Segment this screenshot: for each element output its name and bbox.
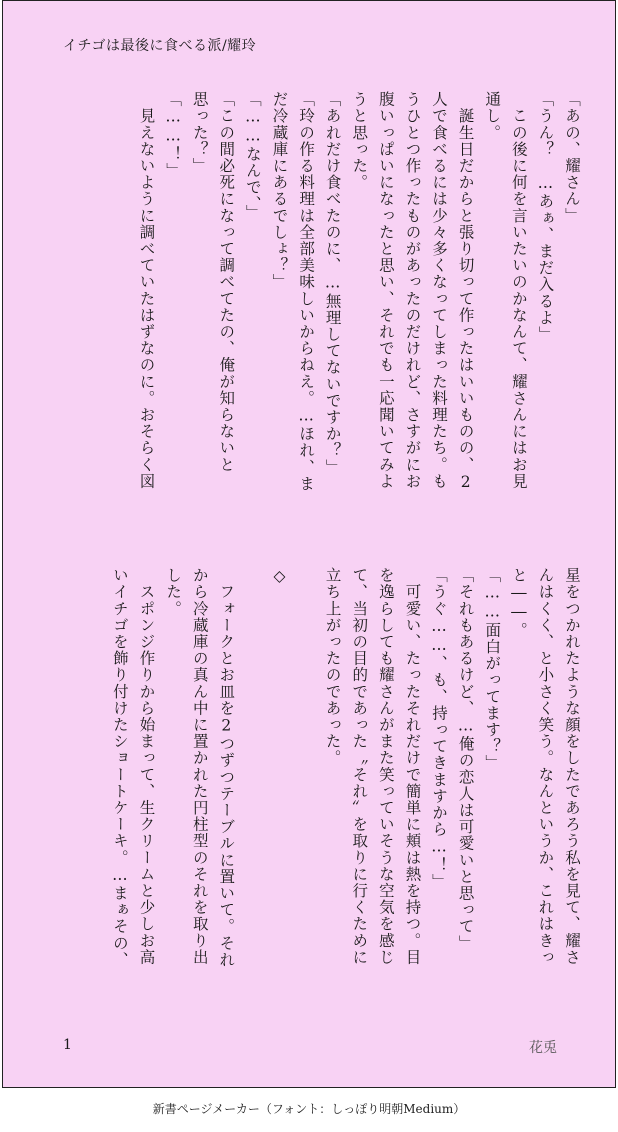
text-line: フォークとお皿を2つずつテーブルに置いて。それ [217,567,236,968]
text-line: うひとつ作ったものがあったのだけれど、さすがにお [403,91,422,490]
text-line: んはくく、と小さく笑う。なんというか、これはきっ [536,567,555,966]
text-line: 人で食べるには少々多くなってしまった料理たち。も [430,91,449,490]
text-line: 「……なんで、」 [243,91,262,222]
text-line: 「あの、耀さん」 [563,91,581,224]
generator-caption: 新書ページメーカー（フォント：しっぽり明朝Medium） [152,1102,466,1116]
text-line: スポンジ作りから始まって、生クリームと少しお高 [137,567,156,966]
text-line: 見えないように調べていたはずなのに。おそらく図 [137,91,156,490]
text-line: だ冷蔵庫にあるでしょ？」 [270,91,289,291]
page-number: 1 [63,1037,72,1053]
text-line: 腹いっぱいになったと思い、それでも一応聞いてみよ [376,91,395,490]
text-line: した。 [164,567,183,617]
text-line: 「……！」 [164,91,183,179]
text-line: 可愛い、たったそれだけで簡単に頬は熱を持つ。目 [403,567,422,966]
book-title: イチゴは最後に食べる派/耀玲 [63,38,257,54]
text-line: いイチゴを飾り付けたショートケーキ。…まぁその、 [110,567,129,968]
text-line: うと思った。 [350,91,369,191]
text-line: と――。 [509,567,528,639]
blank-line [292,567,319,1007]
text-line: 通し。 [483,91,502,141]
text-line: 星をつかれたような顔をしたであろう私を見て、耀さ [563,567,581,966]
blank-line [239,567,266,1007]
text-line: 「うん？ …あぁ、まだ入るよ」 [536,91,555,343]
text-line: を逸らしても耀さんがまた笑っていそうな空気を感じ [376,567,395,966]
text-block-top [133,91,585,531]
text-line: 誕生日だからと張り切って作ったはいいものの、2 [456,91,475,492]
text-line: 「うぐ……、も、持ってきますから…！」 [430,567,449,890]
text-line: 思った？」 [190,91,209,174]
text-line: て、当初の目的であった〝それ〟を取りに行くために [350,567,369,966]
text-line: 立ち上がったのであった。 [323,567,342,767]
scene-break-symbol: ◇ [270,567,289,587]
text-block-bottom [106,567,585,1007]
text-line: 「あれだけ食べたのに、…無理してないですか？」 [323,91,342,476]
text-line: 「玲の作る料理は全部美味しいからねえ。…ほれ、ま [297,91,316,492]
text-line: から冷蔵庫の真ん中に置かれた円柱型のそれを取り出 [190,567,209,966]
author-name: 花兎 [529,1040,557,1056]
text-line: 「……面白がってます？」 [483,567,502,772]
text-line: この後に何を言いたいのかなんて、耀さんにはお見 [509,91,528,490]
book-page [2,0,616,1088]
text-line: 「この間必死になって調べてたの、俺が知らないと [217,91,236,473]
text-line: 「それもあるけど、…俺の恋人は可愛いと思って」 [456,567,475,952]
